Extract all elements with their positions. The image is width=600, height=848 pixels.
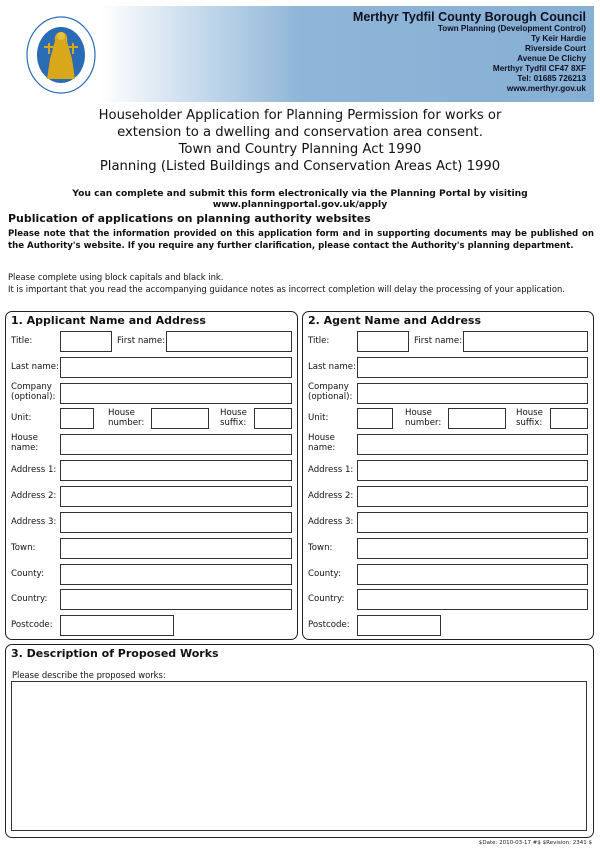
planning-portal-note: You can complete and submit this form electronically via the Planning Portal by visiting www.planningportal.gov.uk/apply xyxy=(72,188,528,210)
town-label: Town: xyxy=(11,543,36,553)
country-label: Country: xyxy=(11,594,48,604)
form-title xyxy=(0,107,600,175)
applicant-house-number-input[interactable] xyxy=(151,408,209,429)
town-label: Town: xyxy=(308,543,333,553)
house-name-label: House name: xyxy=(11,433,39,453)
instruction-line: Please complete using block capitals and black ink. xyxy=(8,272,224,282)
applicant-panel xyxy=(5,311,298,640)
county-label: County: xyxy=(11,569,44,579)
first-name-label: First name: xyxy=(117,336,166,346)
agent-house-suffix-input[interactable] xyxy=(550,408,588,429)
title-line: Householder Application for Planning Permission for works or xyxy=(98,108,502,123)
applicant-title-input[interactable] xyxy=(60,331,112,352)
county-label: County: xyxy=(308,569,341,579)
council-name: Merthyr Tydfil County Borough Council xyxy=(352,10,586,24)
applicant-house-name-input[interactable] xyxy=(60,434,292,455)
address-line: www.merthyr.gov.uk xyxy=(506,84,586,93)
applicant-house-suffix-input[interactable] xyxy=(254,408,292,429)
instruction-line: It is important that you read the accompanying guidance notes as incorrect completion will delay the processing of your application. xyxy=(8,284,565,294)
address1-label: Address 1: xyxy=(308,465,354,475)
address2-label: Address 2: xyxy=(11,491,57,501)
agent-country-input[interactable] xyxy=(357,589,588,610)
works-panel-title: 3. Description of Proposed Works xyxy=(11,647,219,660)
applicant-county-input[interactable] xyxy=(60,564,292,585)
agent-town-input[interactable] xyxy=(357,538,588,559)
unit-label: Unit: xyxy=(11,413,32,423)
title-label: Title: xyxy=(11,336,33,346)
postcode-label: Postcode: xyxy=(308,620,350,630)
agent-address1-input[interactable] xyxy=(357,460,588,481)
applicant-first-name-input[interactable] xyxy=(166,331,292,352)
applicant-last-name-input[interactable] xyxy=(60,357,292,378)
publication-text: Please note that the information provided on this application form and in supporting documents may be published on the Authority's website. If you require any further clarification, please contact the Authority's planning department. xyxy=(8,229,594,251)
address-line: Avenue De Clichy xyxy=(517,54,586,63)
house-number-label: House number: xyxy=(108,408,145,428)
council-address-block xyxy=(353,10,586,94)
first-name-label: First name: xyxy=(414,336,463,346)
address2-label: Address 2: xyxy=(308,491,354,501)
title-label: Title: xyxy=(308,336,330,346)
works-panel xyxy=(5,644,594,838)
address-line: Riverside Court xyxy=(525,44,586,53)
postcode-label: Postcode: xyxy=(11,620,53,630)
applicant-postcode-input[interactable] xyxy=(60,615,174,636)
agent-house-name-input[interactable] xyxy=(357,434,588,455)
agent-unit-input[interactable] xyxy=(357,408,393,429)
applicant-address1-input[interactable] xyxy=(60,460,292,481)
agent-address3-input[interactable] xyxy=(357,512,588,533)
applicant-company-input[interactable] xyxy=(60,383,292,404)
address-line: Merthyr Tydfil CF47 8XF xyxy=(492,64,586,73)
instructions xyxy=(8,271,594,295)
title-line: extension to a dwelling and conservation area consent. xyxy=(117,125,483,140)
house-number-label: House number: xyxy=(405,408,442,428)
works-label: Please describe the proposed works: xyxy=(12,670,166,680)
house-name-label: House name: xyxy=(308,433,336,453)
house-suffix-label: House suffix: xyxy=(220,408,247,428)
title-line: Planning (Listed Buildings and Conservation Areas Act) 1990 xyxy=(99,159,501,174)
company-label: Company (optional): xyxy=(11,382,56,402)
agent-county-input[interactable] xyxy=(357,564,588,585)
council-header xyxy=(6,6,594,102)
agent-last-name-input[interactable] xyxy=(357,357,588,378)
revision-stamp: $Date: 2010-03-17 #$ $Revision: 2341 $ xyxy=(478,840,592,846)
address-line: Town Planning (Development Control) xyxy=(437,24,586,33)
last-name-label: Last name: xyxy=(308,362,356,372)
title-line: Town and Country Planning Act 1990 xyxy=(178,142,422,157)
address1-label: Address 1: xyxy=(11,465,57,475)
applicant-unit-input[interactable] xyxy=(60,408,94,429)
applicant-panel-title: 1. Applicant Name and Address xyxy=(11,314,206,327)
agent-title-input[interactable] xyxy=(357,331,409,352)
publication-heading: Publication of applications on planning authority websites xyxy=(8,212,371,225)
applicant-town-input[interactable] xyxy=(60,538,292,559)
country-label: Country: xyxy=(308,594,345,604)
address-line: Tel: 01685 726213 xyxy=(517,74,586,83)
address3-label: Address 3: xyxy=(308,517,354,527)
address-line: Ty Keir Hardie xyxy=(531,34,586,43)
last-name-label: Last name: xyxy=(11,362,59,372)
house-suffix-label: House suffix: xyxy=(516,408,543,428)
agent-address2-input[interactable] xyxy=(357,486,588,507)
agent-postcode-input[interactable] xyxy=(357,615,441,636)
works-description-textarea[interactable] xyxy=(11,681,587,831)
applicant-address2-input[interactable] xyxy=(60,486,292,507)
agent-company-input[interactable] xyxy=(357,383,588,404)
agent-panel-title: 2. Agent Name and Address xyxy=(308,314,482,327)
applicant-address3-input[interactable] xyxy=(60,512,292,533)
company-label: Company (optional): xyxy=(308,382,353,402)
agent-house-number-input[interactable] xyxy=(448,408,506,429)
unit-label: Unit: xyxy=(308,413,329,423)
agent-first-name-input[interactable] xyxy=(463,331,588,352)
agent-panel xyxy=(302,311,594,640)
council-crest-icon xyxy=(24,14,98,96)
address3-label: Address 3: xyxy=(11,517,57,527)
applicant-country-input[interactable] xyxy=(60,589,292,610)
